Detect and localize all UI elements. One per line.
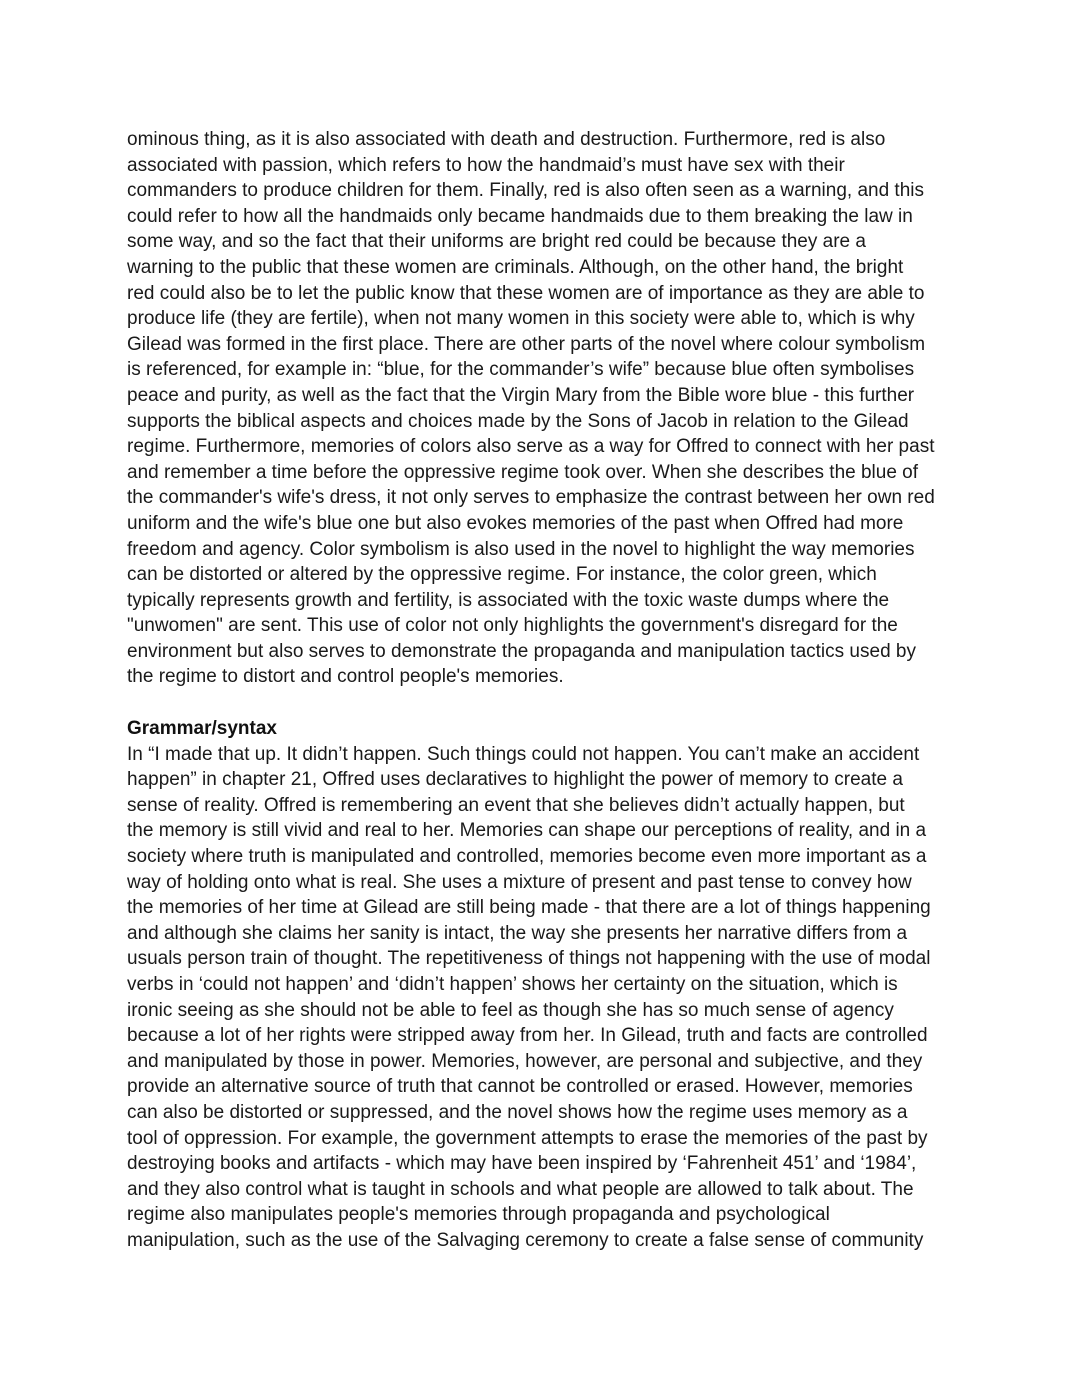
paragraph-line: typically represents growth and fertility, is associated with the toxic waste dumps where the	[127, 589, 890, 611]
paragraph-line: is referenced, for example in: “blue, for the commander’s wife” because blue often symbolises	[127, 359, 915, 381]
paragraph-line: and they also control what is taught in schools and what people are allowed to talk about. The	[127, 1178, 914, 1200]
paragraph-line: some way, and so the fact that their uniforms are bright red could be because they are a	[127, 231, 866, 253]
paragraph-line: could refer to how all the handmaids only became handmaids due to them breaking the law in	[127, 205, 913, 227]
paragraph-line: society where truth is manipulated and controlled, memories become even more important as a	[127, 845, 927, 867]
paragraph-line: uniform and the wife's blue one but also evokes memories of the past when Offred had more	[127, 512, 904, 534]
paragraph-line: tool of oppression. For example, the government attempts to erase the memories of the past by	[127, 1127, 928, 1149]
paragraph-line: destroying books and artifacts - which may have been inspired by ‘Fahrenheit 451’ and ‘1984’,	[127, 1153, 917, 1175]
paragraph-line: regime also manipulates people's memories through propaganda and psychological	[127, 1204, 830, 1226]
paragraph-line: usuals person train of thought. The repetitiveness of things not happening with the use of modal	[127, 948, 931, 970]
section-heading: Grammar/syntax	[127, 718, 277, 739]
paragraph-line: provide an alternative source of truth that cannot be controlled or erased. However, memories	[127, 1076, 913, 1098]
paragraph-line: can also be distorted or suppressed, and the novel shows how the regime uses memory as a	[127, 1101, 908, 1123]
colour-symbolism-paragraph	[127, 127, 965, 690]
paragraph-line: and although she claims her sanity is intact, the way she presents her narrative differs from a	[127, 922, 908, 944]
paragraph-line: supports the biblical aspects and choices made by the Sons of Jacob in relation to the Gilead	[127, 410, 909, 432]
paragraph-line: and remember a time before the oppressive regime took over. When she describes the blue of	[127, 461, 919, 483]
paragraph-line: because a lot of her rights were stripped away from her. In Gilead, truth and facts are controlled	[127, 1025, 928, 1047]
paragraph-line: the commander's wife's dress, it not only serves to emphasize the contrast between her own red	[127, 487, 935, 509]
paragraph-line: peace and purity, as well as the fact that the Virgin Mary from the Bible wore blue - this further	[127, 384, 915, 406]
paragraph-line: happen” in chapter 21, Offred uses declaratives to highlight the power of memory to create a	[127, 769, 903, 791]
paragraph-line: manipulation, such as the use of the Salvaging ceremony to create a false sense of community	[127, 1229, 924, 1251]
paragraph-line: "unwomen" are sent. This use of color not only highlights the government's disregard for the	[127, 615, 898, 637]
paragraph-line: and manipulated by those in power. Memories, however, are personal and subjective, and they	[127, 1050, 923, 1072]
paragraph-line: ominous thing, as it is also associated with death and destruction. Furthermore, red is also	[127, 129, 886, 150]
paragraph-line: warning to the public that these women are criminals. Although, on the other hand, the bright	[127, 256, 904, 278]
paragraph-line: produce life (they are fertile), when not many women in this society were able to, which is why	[127, 308, 915, 330]
paragraph-line: commanders to produce children for them. Finally, red is also often seen as a warning, and this	[127, 180, 924, 202]
paragraph-line: freedom and agency. Color symbolism is also used in the novel to highlight the way memories	[127, 538, 915, 560]
paragraph-line: the memory is still vivid and real to her. Memories can shape our perceptions of reality, and in a	[127, 820, 927, 842]
grammar-syntax-section	[127, 716, 965, 1253]
paragraph-line: sense of reality. Offred is remembering an event that she believes didn’t actually happen, but	[127, 794, 905, 816]
paragraph-line: the memories of her time at Gilead are still being made - that there are a lot of things happening	[127, 897, 931, 919]
paragraph-line: ironic seeing as she should not be able to feel as though she has so much sense of agency	[127, 999, 894, 1021]
paragraph-line: Gilead was formed in the first place. There are other parts of the novel where colour symbolism	[127, 333, 926, 355]
paragraph-line: environment but also serves to demonstrate the propaganda and manipulation tactics used by	[127, 640, 916, 662]
paragraph-line: In “I made that up. It didn’t happen. Such things could not happen. You can’t make an accident	[127, 743, 920, 765]
paragraph-line: can be distorted or altered by the oppressive regime. For instance, the color green, which	[127, 564, 877, 586]
paragraph-line: regime. Furthermore, memories of colors also serve as a way for Offred to connect with her past	[127, 436, 935, 458]
paragraph-line: the regime to distort and control people's memories.	[127, 666, 564, 688]
paragraph-line: associated with passion, which refers to how the handmaid’s must have sex with their	[127, 154, 845, 176]
paragraph-line: red could also be to let the public know that these women are of importance as they are able to	[127, 282, 925, 304]
paragraph-line: way of holding onto what is real. She uses a mixture of present and past tense to convey how	[127, 871, 912, 893]
paragraph-line: verbs in ‘could not happen’ and ‘didn’t happen’ shows her certainty on the situation, which is	[127, 973, 898, 995]
